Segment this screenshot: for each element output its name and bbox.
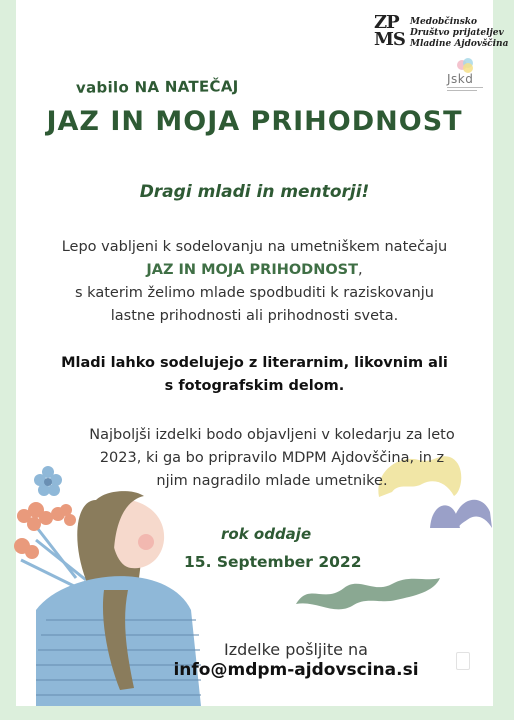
jskd-logo — [443, 58, 483, 94]
logo-mark: ZP MS — [374, 12, 405, 50]
jskd-subtitle-line — [447, 90, 477, 91]
greeting-text: Dragi mladi in mentorji! — [139, 182, 370, 202]
deadline-label: rok oddaje — [221, 525, 312, 543]
jskd-name: Jskd — [447, 72, 474, 86]
mdpm-logo — [374, 14, 514, 54]
contest-name-highlight: JAZ IN MOJA PRIHODNOST — [146, 262, 359, 278]
contact-email[interactable]: info@mdpm-ajdovscina.si — [173, 660, 419, 680]
logo-text: Medobčinsko Društvo prijateljev Mladine Ajdovščina — [410, 17, 509, 49]
invitation-card — [16, 0, 509, 706]
green-wave-shape — [294, 574, 444, 614]
participation-note: Mladi lahko sodelujejo z literarnim, likovnim ali s fotografskim delom. — [61, 355, 448, 394]
publication-note: Najboljši izdelki bodo objavljeni v koledarju za leto 2023, ki ga bo pripravilo MDPM Ajdovščina, in z njim nagradilo mlade umetnike. — [89, 427, 455, 489]
page-icon — [456, 652, 470, 670]
purple-arch-shape — [430, 492, 496, 532]
kicker-text: vabilo NA NATEČAJ — [75, 77, 239, 97]
page-title: JAZ IN MOJA PRIHODNOST — [46, 106, 463, 137]
submit-instructions: Izdelke pošljite na — [224, 640, 368, 659]
intro-paragraph: Lepo vabljeni k sodelovanju na umetniškem natečaju JAZ IN MOJA PRIHODNOST, s katerim želimo mlade spodbuditi k raziskovanju lastne prihodnosti ali prihodnosti sveta. — [61, 239, 448, 324]
deadline-date: 15. September 2022 — [184, 553, 362, 571]
jskd-subtitle-line — [447, 87, 483, 88]
